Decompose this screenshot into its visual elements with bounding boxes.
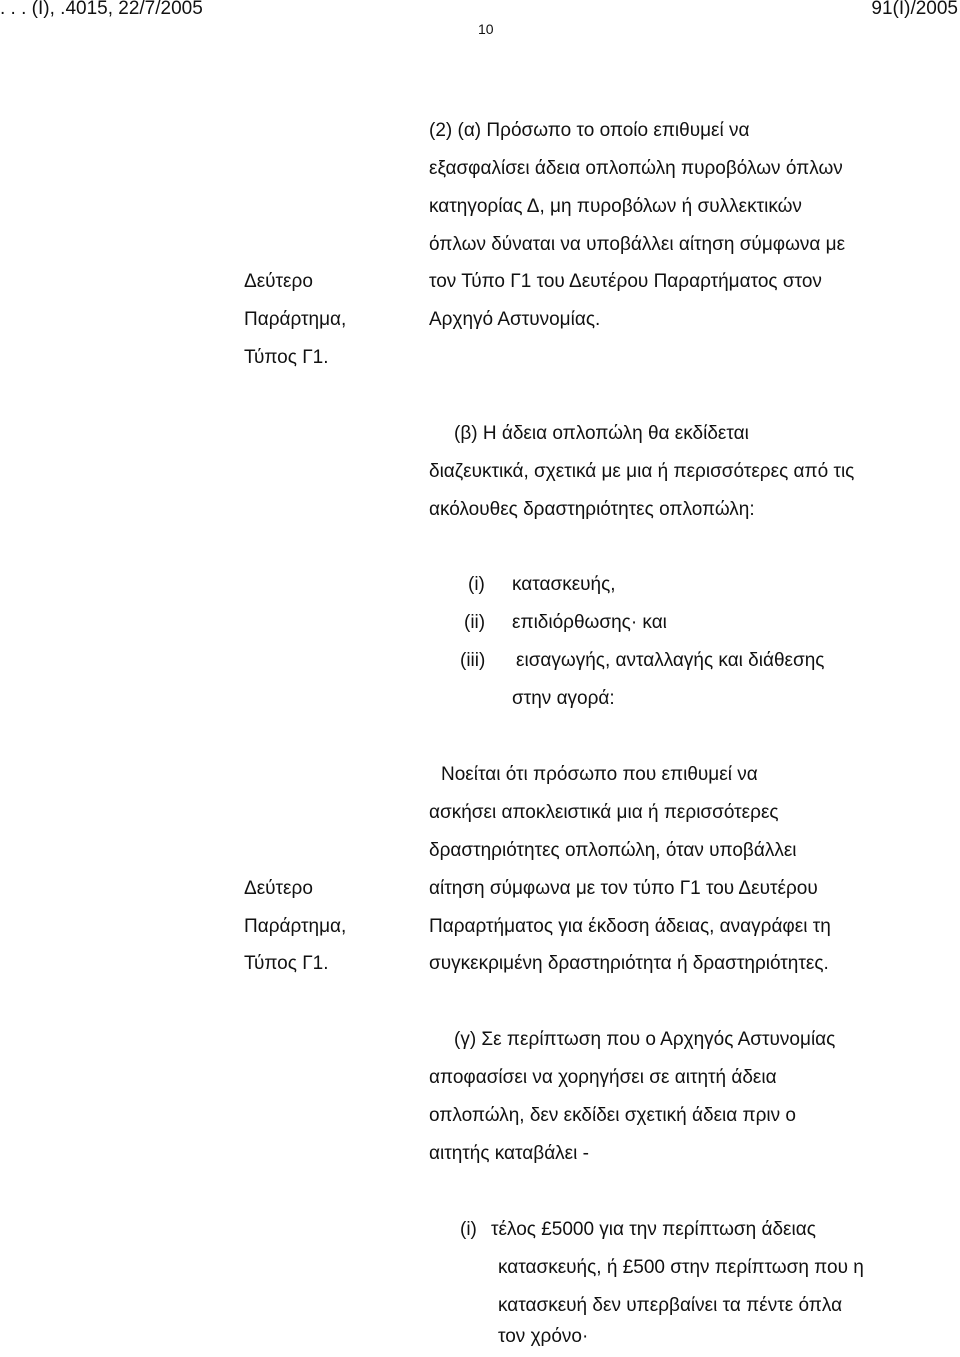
text-line: Αρχηγό Αστυνομίας. <box>429 309 601 330</box>
text-line: αποφασίσει να χορηγήσει σε αιτητή άδεια <box>429 1067 777 1088</box>
text-line: Παραρτήματος για έκδοση άδειας, αναγράφει τη <box>429 916 831 937</box>
margin-note-line: Παράρτημα, <box>244 916 347 937</box>
text-line: δραστηριότητες οπλοπώλη, όταν υποβάλλει <box>429 840 797 861</box>
list-item: εισαγωγής, ανταλλαγής και διάθεσης <box>516 650 825 671</box>
text-line: όπλων δύναται να υποβάλλει αίτηση σύμφωνα με <box>429 234 846 255</box>
text-line: κατηγορίας Δ, μη πυροβόλων ή συλλεκτικών <box>429 196 802 217</box>
page-number: 10 <box>478 21 494 37</box>
header-right: 91(I)/2005 <box>871 0 958 19</box>
margin-note-line: Δεύτερο <box>244 878 313 899</box>
margin-note-line: Τύπος Γ1. <box>244 347 329 368</box>
text-line: Νοείται ότι πρόσωπο που επιθυμεί να <box>441 764 758 785</box>
list-item: κατασκευής, <box>512 574 616 595</box>
list-item-continuation: τον χρόνο· <box>498 1326 589 1347</box>
text-line: ασκήσει αποκλειστικά μια ή περισσότερες <box>429 802 779 823</box>
text-line: συγκεκριμένη δραστηριότητα ή δραστηριότητες. <box>429 953 829 974</box>
header-left: . . . (I), .4015, 22/7/2005 <box>0 0 203 19</box>
margin-note-line: Παράρτημα, <box>244 309 347 330</box>
text-line: οπλοπώλη, δεν εκδίδει σχετική άδεια πριν ο <box>429 1105 797 1126</box>
text-line: διαζευκτικά, σχετικά με μια ή περισσότερες από τις <box>429 461 855 482</box>
text-line: (β) Η άδεια οπλοπώλη θα εκδίδεται <box>454 423 749 444</box>
text-line: τον Τύπο Γ1 του Δευτέρου Παραρτήματος στον <box>429 271 822 292</box>
text-line: ακόλουθες δραστηριότητες οπλοπώλη: <box>429 499 755 520</box>
list-number: (ii) <box>464 612 486 633</box>
list-item: τέλος £5000 για την περίπτωση άδειας <box>491 1219 816 1240</box>
list-number: (iii) <box>460 650 486 671</box>
text-line: εξασφαλίσει άδεια οπλοπώλη πυροβόλων όπλων <box>429 158 843 179</box>
list-item-continuation: στην αγορά: <box>512 688 615 709</box>
list-number: (i) <box>460 1219 477 1240</box>
margin-note-line: Δεύτερο <box>244 271 313 292</box>
margin-note-line: Τύπος Γ1. <box>244 953 329 974</box>
text-line: αίτηση σύμφωνα με τον τύπο Γ1 του Δευτέρου <box>429 878 818 899</box>
list-item-continuation: κατασκευή δεν υπερβαίνει τα πέντε όπλα <box>498 1295 843 1316</box>
text-line: αιτητής καταβάλει - <box>429 1143 589 1164</box>
list-item-continuation: κατασκευής, ή £500 στην περίπτωση που η <box>498 1257 864 1278</box>
text-line: (2) (α) Πρόσωπο το οποίο επιθυμεί να <box>429 120 750 141</box>
list-item: επιδιόρθωσης· και <box>512 612 667 633</box>
list-number: (i) <box>468 574 485 595</box>
text-line: (γ) Σε περίπτωση που ο Αρχηγός Αστυνομίας <box>454 1029 836 1050</box>
